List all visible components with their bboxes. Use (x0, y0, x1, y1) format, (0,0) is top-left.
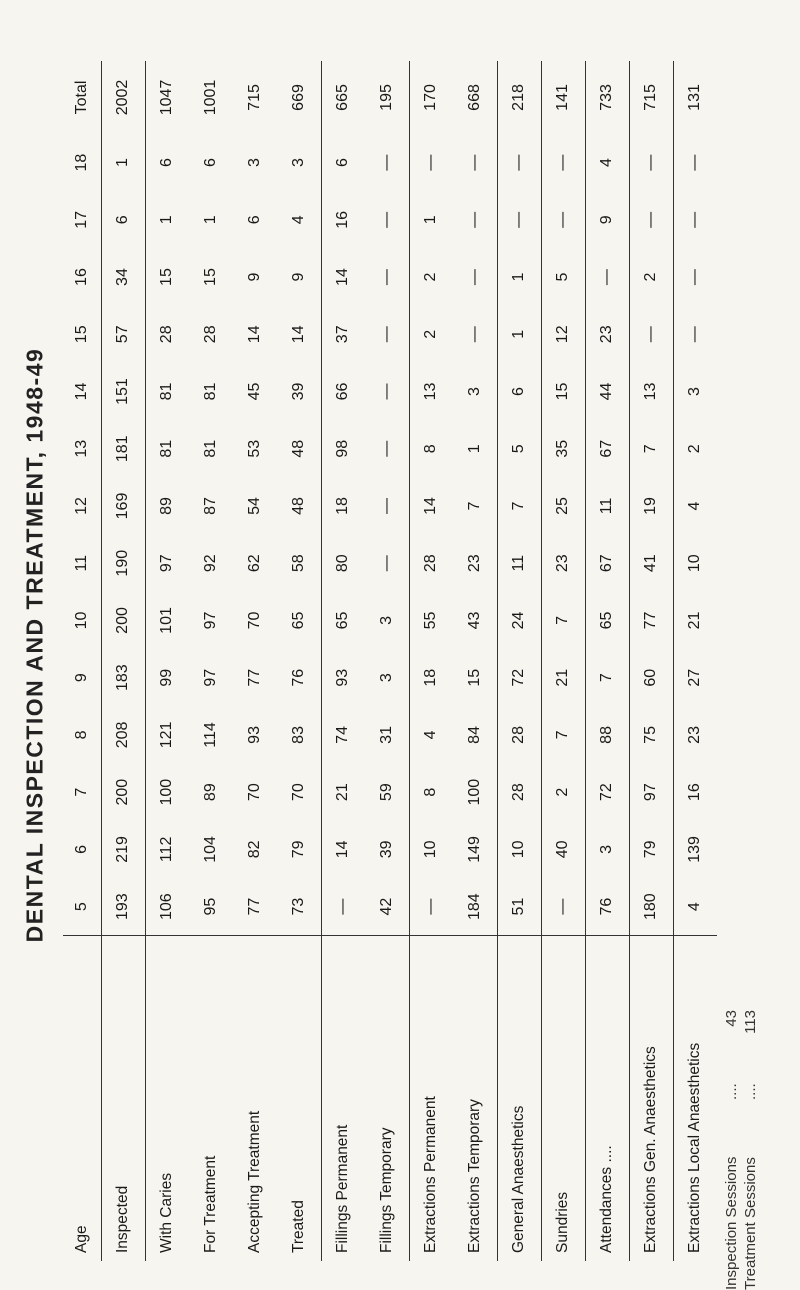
row-value: 28 (158, 325, 175, 344)
header-age: 15 (73, 325, 90, 344)
header-age: 11 (73, 554, 90, 572)
header-total: Total (73, 80, 90, 115)
row-label: Treated (277, 935, 321, 1261)
row-value: 81 (158, 382, 175, 401)
row-value: — (378, 555, 395, 572)
row-value: 5 (554, 272, 571, 282)
row-label: Accepting Treatment (233, 935, 277, 1261)
row-value: 10 (686, 554, 703, 573)
row-value: 149 (466, 836, 483, 863)
row-value: 89 (202, 783, 219, 802)
row-value: 180 (642, 893, 659, 920)
row-value: 45 (246, 382, 263, 401)
row-value: 184 (466, 893, 483, 920)
row-value: 89 (158, 497, 175, 515)
row-value: 88 (598, 726, 615, 744)
row-value: 3 (378, 673, 395, 683)
row-value: — (466, 269, 483, 286)
row-label: Inspected (101, 935, 145, 1261)
row-value: — (422, 898, 439, 915)
row-value: 98 (334, 439, 351, 458)
table-row (145, 61, 189, 1261)
note-inspection-sessions (722, 690, 741, 1290)
row-value: 84 (466, 726, 483, 744)
row-value: 9 (290, 272, 307, 282)
row-value: 72 (598, 783, 615, 802)
row-value: 19 (642, 497, 659, 515)
row-value: 21 (686, 611, 703, 630)
row-value: 87 (202, 497, 219, 515)
row-value: — (686, 154, 703, 171)
row-value: 28 (422, 554, 439, 573)
table-row (629, 61, 674, 1261)
row-value: 190 (114, 549, 131, 577)
row-value: 92 (202, 554, 219, 573)
row-value: — (642, 211, 659, 228)
row-value: 8 (422, 787, 439, 797)
row-value: — (334, 898, 351, 915)
row-value: 65 (290, 611, 307, 630)
row-total: 665 (334, 84, 351, 111)
header-age: 8 (73, 730, 90, 740)
row-value: 3 (290, 158, 307, 168)
row-value: 95 (202, 897, 219, 916)
row-value: 7 (642, 444, 659, 454)
row-value: — (378, 498, 395, 514)
row-value: 93 (246, 726, 263, 744)
row-value: 14 (246, 325, 263, 344)
row-value: 200 (114, 778, 131, 806)
row-value: 9 (598, 215, 615, 225)
row-value: 106 (158, 893, 175, 920)
row-label: Extractions Local Anaesthetics (673, 935, 717, 1261)
row-total: 195 (378, 84, 395, 111)
row-label: Attendances .... (585, 935, 629, 1261)
table-row (321, 61, 365, 1261)
row-value: 27 (686, 668, 703, 687)
row-value: 53 (246, 439, 263, 458)
table-row (233, 61, 277, 1261)
row-value: 16 (334, 210, 351, 229)
row-value: 31 (378, 726, 395, 744)
row-value: — (466, 211, 483, 228)
row-value: 76 (290, 668, 307, 687)
row-value: 7 (510, 501, 527, 511)
row-value: 2 (422, 272, 439, 282)
row-value: 82 (246, 840, 263, 859)
row-value: 28 (510, 783, 527, 802)
row-value: 3 (466, 387, 483, 396)
header-age: 12 (73, 497, 90, 515)
row-label: General Anaesthetics (497, 935, 541, 1261)
table-row (585, 61, 630, 1261)
row-value: 13 (642, 382, 659, 401)
row-value: 4 (290, 215, 307, 225)
row-value: 48 (290, 439, 307, 458)
row-value: 99 (158, 668, 175, 687)
row-value: 81 (202, 439, 219, 458)
row-value: 21 (334, 783, 351, 802)
row-label: With Caries (145, 935, 189, 1261)
row-value: 43 (466, 611, 483, 630)
row-value: — (642, 326, 659, 343)
title-area (0, 0, 70, 1290)
row-value: 97 (158, 554, 175, 573)
row-value: 101 (158, 607, 175, 634)
row-value: 72 (510, 668, 527, 687)
row-label: Extractions Permanent (409, 935, 453, 1261)
row-value: 7 (554, 730, 571, 740)
row-label: Fillings Permanent (321, 935, 365, 1261)
row-value: 75 (642, 726, 659, 744)
note-label: Inspection Sessions (723, 1156, 740, 1290)
row-value: 16 (686, 783, 703, 802)
row-value: 73 (290, 897, 307, 916)
row-value: 67 (598, 439, 615, 458)
row-value: 181 (114, 435, 131, 463)
row-value: — (422, 154, 439, 171)
row-value: 97 (202, 668, 219, 687)
row-value: — (554, 211, 571, 228)
row-total: 668 (466, 84, 483, 111)
row-value: — (378, 154, 395, 171)
row-value: 41 (642, 554, 659, 573)
row-value: 97 (642, 783, 659, 802)
header-age: 5 (73, 902, 90, 912)
row-value: 59 (378, 783, 395, 802)
row-value: — (510, 211, 527, 228)
row-value: 2 (686, 444, 703, 454)
row-value: 70 (246, 783, 263, 802)
row-total: 1047 (158, 79, 175, 116)
row-value: 81 (202, 382, 219, 401)
row-value: 23 (686, 726, 703, 744)
row-value: 21 (554, 668, 571, 687)
row-value: 23 (466, 554, 483, 573)
note-leader: .... (742, 1083, 759, 1100)
row-value: 39 (290, 382, 307, 401)
row-value: 183 (114, 664, 131, 692)
row-value: 70 (246, 611, 263, 630)
row-value: 121 (158, 721, 175, 749)
page-title: DENTAL INSPECTION AND TREATMENT, 1948-49 (21, 347, 48, 943)
row-value: 55 (422, 611, 439, 630)
row-value: — (378, 440, 395, 457)
note-label: Treatment Sessions (742, 1157, 759, 1290)
row-value: — (378, 326, 395, 343)
row-total: 131 (686, 84, 703, 111)
row-value: 81 (158, 439, 175, 458)
row-total: 2002 (114, 79, 131, 116)
row-value: 65 (334, 611, 351, 630)
row-value: 70 (290, 783, 307, 802)
row-value: 2 (422, 329, 439, 339)
row-total: 1001 (202, 79, 219, 116)
row-value: 1 (422, 215, 439, 225)
row-value: 112 (158, 836, 175, 863)
header-age: 16 (73, 268, 90, 286)
row-value: 35 (554, 439, 571, 458)
row-value: 23 (598, 325, 615, 344)
row-value: 193 (114, 893, 131, 920)
note-leader: .... (723, 1083, 740, 1100)
row-value: 169 (114, 492, 131, 520)
row-value: 80 (334, 554, 351, 573)
row-value: 3 (246, 158, 263, 168)
table-header-row (63, 61, 102, 1261)
table-row (277, 61, 322, 1261)
row-value: — (642, 154, 659, 171)
row-value: 15 (158, 268, 175, 286)
row-value: 3 (598, 844, 615, 854)
row-value: 65 (598, 611, 615, 630)
row-value: 79 (642, 840, 659, 859)
row-total: 715 (642, 84, 659, 111)
row-value: 1 (202, 215, 219, 225)
row-value: 34 (114, 268, 131, 286)
table-row (497, 61, 542, 1261)
row-value: 104 (202, 836, 219, 863)
row-value: 93 (334, 668, 351, 687)
row-value: 3 (378, 616, 395, 625)
session-notes (722, 690, 760, 1290)
row-value: 100 (466, 778, 483, 806)
table-row (365, 61, 410, 1261)
row-value: 77 (246, 668, 263, 687)
row-value: 6 (158, 158, 175, 168)
header-age: 9 (73, 673, 90, 683)
row-value: 100 (158, 778, 175, 806)
row-value: — (378, 269, 395, 286)
row-total: 141 (554, 84, 571, 111)
row-value: 24 (510, 611, 527, 630)
row-value: — (686, 326, 703, 343)
row-value: 1 (510, 272, 527, 282)
row-value: 5 (510, 444, 527, 454)
row-value: 62 (246, 554, 263, 573)
row-value: 40 (554, 840, 571, 859)
row-value: 8 (422, 444, 439, 454)
row-value: — (554, 898, 571, 915)
row-value: 11 (510, 554, 527, 572)
row-total: 669 (290, 84, 307, 111)
row-value: 66 (334, 382, 351, 401)
row-value: 1 (158, 215, 175, 225)
row-value: 37 (334, 325, 351, 344)
row-total: 170 (422, 84, 439, 111)
row-value: 4 (598, 158, 615, 168)
row-value: 11 (598, 497, 615, 515)
row-label: For Treatment (189, 935, 233, 1261)
row-value: 114 (202, 722, 219, 748)
header-age: 10 (73, 611, 90, 630)
row-value: 6 (114, 215, 131, 225)
table-row (673, 61, 717, 1261)
row-value: 14 (334, 840, 351, 859)
row-value: 10 (510, 840, 527, 859)
table-row (409, 61, 453, 1261)
row-value: — (510, 154, 527, 171)
row-value: 28 (202, 325, 219, 344)
note-value: 43 (723, 1010, 740, 1027)
row-value: 12 (554, 325, 571, 344)
row-value: 76 (598, 897, 615, 916)
row-value: 28 (510, 726, 527, 744)
row-value: 83 (290, 726, 307, 744)
note-treatment-sessions (741, 690, 760, 1290)
row-value: — (686, 211, 703, 228)
header-age: 18 (73, 153, 90, 172)
row-value: 2 (554, 787, 571, 797)
row-value: 208 (114, 721, 131, 749)
row-value: 51 (510, 897, 527, 916)
treatment-table (63, 61, 723, 1261)
row-label: Extractions Temporary (453, 935, 497, 1261)
row-value: 67 (598, 554, 615, 573)
row-value: 13 (422, 382, 439, 401)
row-value: 7 (598, 673, 615, 683)
row-value: 97 (202, 611, 219, 630)
row-value: 60 (642, 668, 659, 687)
row-value: 14 (290, 325, 307, 344)
row-value: 77 (642, 611, 659, 630)
row-value: 6 (334, 158, 351, 168)
row-value: 42 (378, 897, 395, 916)
row-value: 4 (686, 902, 703, 912)
row-label: Sundries (541, 935, 585, 1261)
row-value: 200 (114, 607, 131, 634)
row-value: 4 (422, 730, 439, 740)
row-value: 7 (554, 616, 571, 625)
row-value: 14 (334, 268, 351, 286)
row-value: 74 (334, 726, 351, 744)
row-value: 39 (378, 840, 395, 859)
row-value: — (554, 154, 571, 171)
row-value: 9 (246, 272, 263, 282)
row-value: 219 (114, 836, 131, 863)
row-value: 77 (246, 897, 263, 916)
header-age: 13 (73, 439, 90, 458)
row-value: 15 (202, 268, 219, 286)
table-row (189, 61, 233, 1261)
row-value: 1 (510, 329, 527, 339)
row-value: — (466, 326, 483, 343)
row-value: 44 (598, 382, 615, 401)
row-value: 48 (290, 497, 307, 515)
row-label: Fillings Temporary (365, 935, 409, 1261)
row-value: 1 (114, 158, 131, 168)
row-value: 18 (334, 497, 351, 515)
row-value: 151 (114, 378, 131, 405)
row-value: 3 (686, 387, 703, 396)
table-row (541, 61, 586, 1261)
row-value: 6 (246, 215, 263, 225)
row-value: — (598, 269, 615, 286)
row-value: 6 (202, 158, 219, 168)
header-age: 17 (73, 210, 90, 229)
row-value: 18 (422, 668, 439, 687)
header-age: 7 (73, 787, 90, 797)
row-total: 733 (598, 84, 615, 111)
row-label: Extractions Gen. Anaesthetics (629, 935, 673, 1261)
row-value: 4 (686, 501, 703, 511)
table-row (101, 61, 146, 1261)
row-value: 58 (290, 554, 307, 573)
row-value: 15 (554, 382, 571, 401)
header-age: 14 (73, 382, 90, 401)
row-value: — (686, 269, 703, 286)
row-value: 23 (554, 554, 571, 573)
row-value: 15 (466, 668, 483, 687)
row-value: 7 (466, 501, 483, 511)
row-value: 57 (114, 325, 131, 344)
row-total: 715 (246, 84, 263, 111)
row-value: 2 (642, 272, 659, 282)
row-value: 79 (290, 840, 307, 859)
row-total: 218 (510, 84, 527, 111)
row-value: 10 (422, 840, 439, 859)
row-value: 6 (510, 387, 527, 396)
row-value: 14 (422, 497, 439, 515)
row-value: — (378, 383, 395, 400)
row-value: 139 (686, 836, 703, 863)
note-value: 113 (742, 1010, 759, 1034)
row-value: 25 (554, 497, 571, 515)
row-value: — (466, 154, 483, 171)
table-row (453, 61, 498, 1261)
header-age: 6 (73, 844, 90, 854)
row-value: 1 (466, 444, 483, 454)
row-value: 54 (246, 497, 263, 515)
row-value: — (378, 211, 395, 228)
header-age-label: Age (63, 935, 101, 1261)
